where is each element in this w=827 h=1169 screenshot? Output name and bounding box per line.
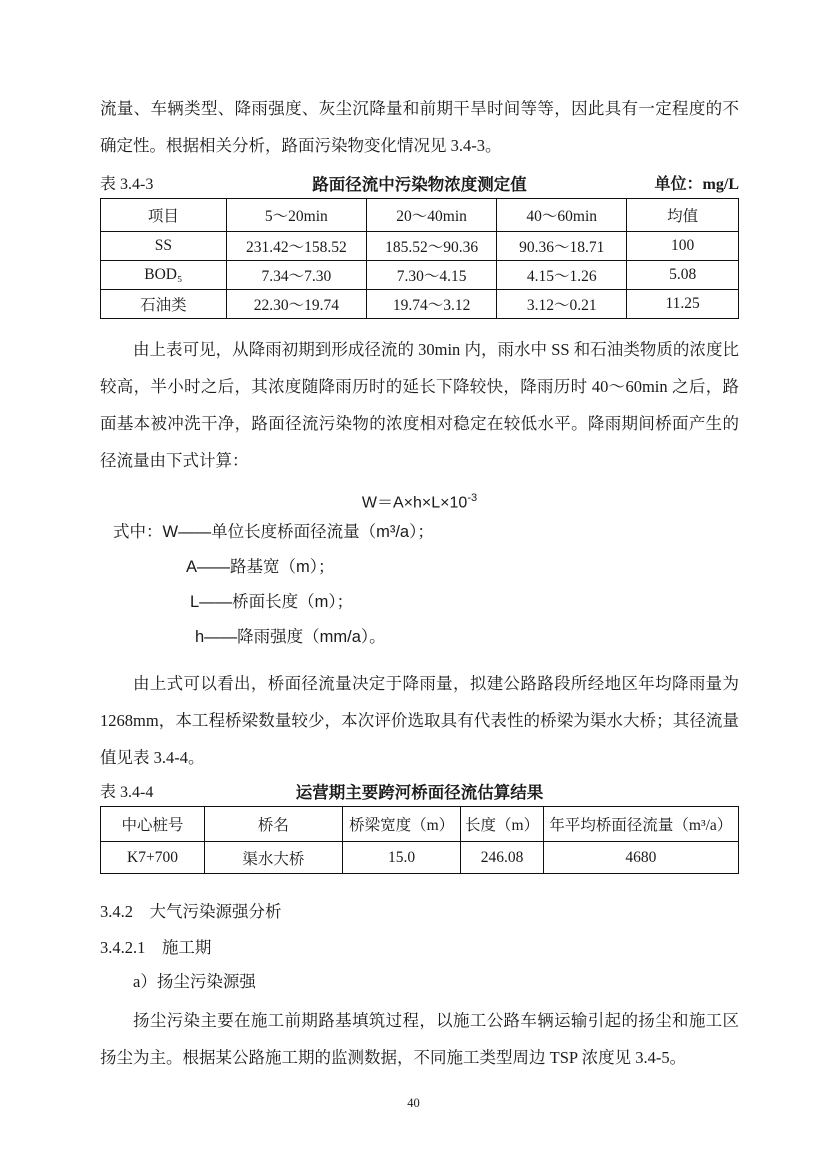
cell: 5.08: [627, 261, 739, 290]
cell: 231.42～158.52: [226, 232, 366, 261]
table-344-caption: [100, 780, 739, 806]
table-343-caption: [100, 172, 739, 198]
cell: 19.74～3.12: [367, 290, 497, 319]
table-row-ss: [101, 232, 739, 261]
header-cell: 5～20min: [226, 199, 366, 232]
cell: 100: [627, 232, 739, 261]
table-header-row: [101, 199, 739, 232]
definition-w: [100, 514, 739, 550]
cell: 185.52～90.36: [367, 232, 497, 261]
definition-text: W——单位长度桥面径流量（m³/a）；: [162, 523, 434, 542]
cell: 7.34～7.30: [226, 261, 366, 290]
table-header-row: [101, 807, 739, 842]
cell: 246.08: [461, 842, 543, 874]
cell: K7+700: [101, 842, 205, 874]
runoff-formula: [100, 487, 739, 514]
table-343-label: 表 3.4-3: [100, 176, 154, 193]
cell: 7.30～4.15: [367, 261, 497, 290]
paragraph-bridge-selection: 由上式可以看出，桥面径流量决定于降雨量，拟建公路路段所经地区年均降雨量为 1268mm，本工程桥梁数量较少，本次评价选取具有代表性的桥梁为渠水大桥；其径流量值见表 3.4-4。: [100, 674, 739, 768]
header-cell: 40～60min: [497, 199, 627, 232]
cell: 3.12～0.21: [497, 290, 627, 319]
heading-3-4-2: 3.4.2 大气污染源强分析: [100, 902, 282, 922]
table-pollutant-concentration: [100, 198, 739, 319]
paragraph-runoff-uncertainty: 流量、车辆类型、降雨强度、灰尘沉降量和前期干旱时间等等，因此具有一定程度的不确定性。根据相关分析，路面污染物变化情况见 3.4-3。: [100, 99, 739, 155]
table-343-title: 路面径流中污染物浓度测定值: [312, 176, 527, 194]
header-cell: 均值: [627, 199, 739, 232]
cell: 石油类: [101, 290, 227, 319]
cell: 15.0: [342, 842, 461, 874]
cell: 11.25: [627, 290, 739, 319]
table-row-bridge: [101, 842, 739, 874]
heading-3-4-2-1: 3.4.2.1 施工期: [100, 938, 212, 958]
table-344-title: 运营期主要跨河桥面径流估算结果: [295, 784, 544, 803]
table-row-petroleum: [101, 290, 739, 319]
header-cell: 桥梁宽度（m）: [342, 807, 461, 842]
cell: 4.15～1.26: [497, 261, 627, 290]
header-cell: 桥名: [204, 807, 342, 842]
paragraph-runoff-analysis: 由上表可见，从降雨初期到形成径流的 30min 内，雨水中 SS 和石油类物质的浓度比较高，半小时之后，其浓度随降雨历时的延长下降较快，降雨历时 40～60min 之后，路面基本被冲洗干净，路面径流污染物的浓度相对稳定在较低水平。降雨期间桥面产生的径流量由下式计算：: [100, 340, 739, 470]
table-344-label: 表 3.4-4: [100, 784, 154, 802]
formula-base: W＝A×h×L×10: [361, 494, 468, 512]
header-cell: 中心桩号: [101, 807, 205, 842]
page-number: 40: [407, 1096, 420, 1110]
formula-definitions: [100, 514, 739, 655]
table-row-bod5: [101, 261, 739, 290]
cell: BOD₅: [101, 261, 227, 290]
cell: 4680: [543, 842, 738, 874]
heading-item-a: a）扬尘污染源强: [133, 972, 256, 992]
header-cell: 项目: [101, 199, 227, 232]
cell: 90.36～18.71: [497, 232, 627, 261]
header-cell: 年平均桥面径流量（m³/a）: [543, 807, 738, 842]
definition-a: A——路基宽（m）；: [186, 558, 335, 577]
table-bridge-runoff: [100, 806, 739, 874]
definition-h: h——降雨强度（mm/a）。: [195, 628, 386, 647]
where-label: 式中：: [113, 522, 163, 542]
header-cell: 20～40min: [367, 199, 497, 232]
definition-l: L——桥面长度（m）；: [190, 593, 354, 612]
header-cell: 长度（m）: [461, 807, 543, 842]
table-343-unit: 单位：mg/L: [654, 176, 739, 193]
paragraph-dust-pollution: 扬尘污染主要在施工前期路基填筑过程，以施工公路车辆运输引起的扬尘和施工区扬尘为主。根据某公路施工期的监测数据，不同施工类型周边 TSP 浓度见 3.4-5。: [100, 1011, 739, 1068]
formula-exponent: -3: [467, 492, 478, 504]
cell: SS: [101, 232, 227, 261]
cell: 22.30～19.74: [226, 290, 366, 319]
cell: 渠水大桥: [204, 842, 342, 874]
